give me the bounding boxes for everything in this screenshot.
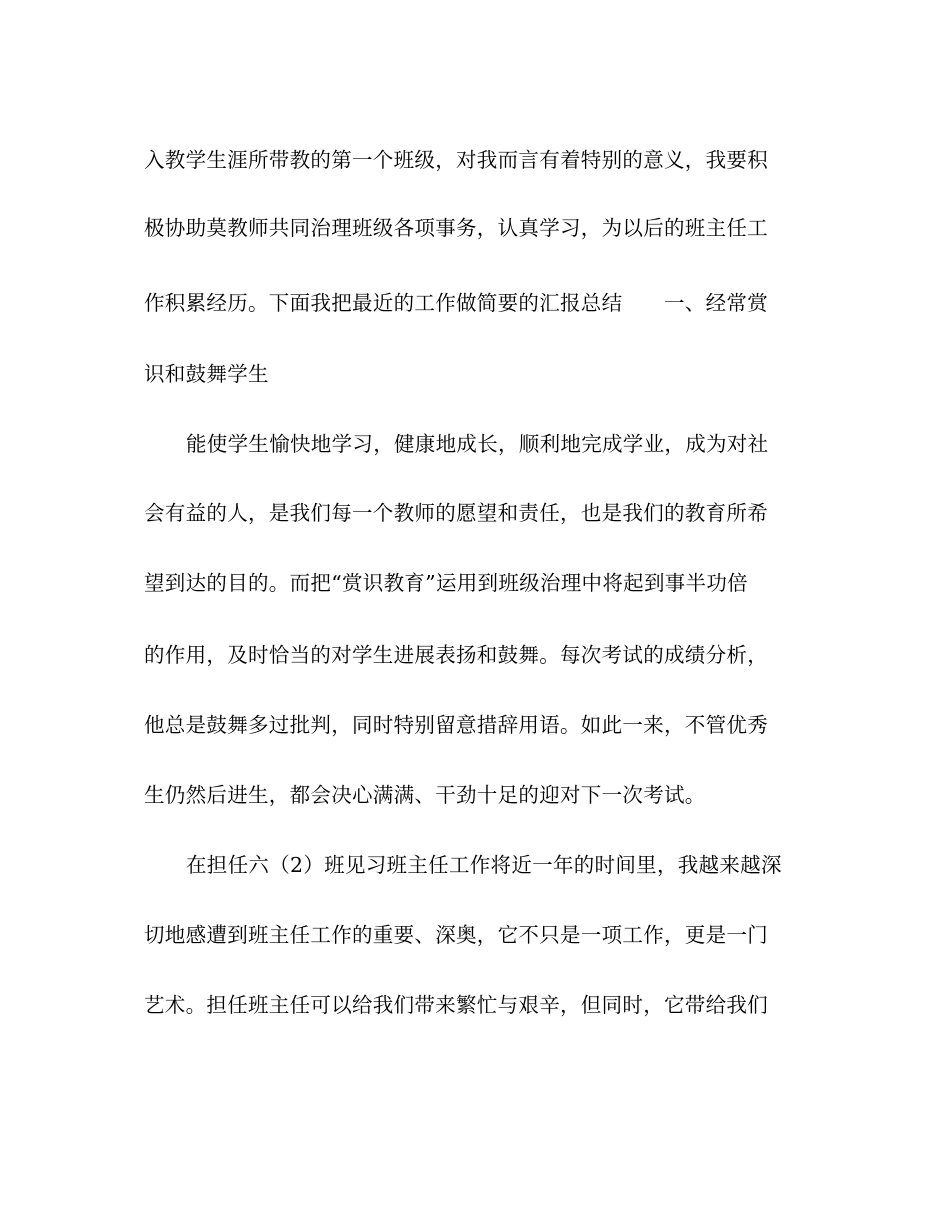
text-line: 他总是鼓舞多过批判，同时特别留意措辞用语。如此一来，不管优秀 — [144, 713, 768, 737]
text-line: 会有益的人，是我们每一个教师的愿望和责任，也是我们的教育所希 — [144, 501, 768, 525]
text-line: 作积累经历。下面我把最近的工作做简要的汇报总结 一、经常赏 — [144, 291, 768, 315]
text-line: 极协助莫教师共同治理班级各项事务，认真学习，为以后的班主任工 — [144, 216, 768, 240]
paragraph-first-line: 能使学生愉快地学习，健康地成长，顺利地完成学业，成为对社 — [186, 432, 769, 456]
text-line: 切地感遭到班主任工作的重要、深奥，它不只是一项工作，更是一门 — [144, 923, 768, 947]
text-line: 艺术。担任班主任可以给我们带来繁忙与艰辛，但同时，它带给我们 — [144, 993, 768, 1017]
text-line: 望到达的目的。而把“赏识教育”运用到班级治理中将起到事半功倍 — [144, 571, 748, 595]
text-line: 识和鼓舞学生 — [144, 362, 269, 386]
text-line: 生仍然后进生，都会决心满满、干劲十足的迎对下一次考试。 — [144, 783, 706, 807]
text-line: 的作用，及时恰当的对学生进展表扬和鼓舞。每次考试的成绩分析， — [144, 643, 768, 667]
paragraph-first-line: 在担任六（2）班见习班主任工作将近一年的时间里，我越来越深 — [186, 853, 782, 877]
text-line: 入教学生涯所带教的第一个班级，对我而言有着特别的意义，我要积 — [144, 148, 768, 172]
